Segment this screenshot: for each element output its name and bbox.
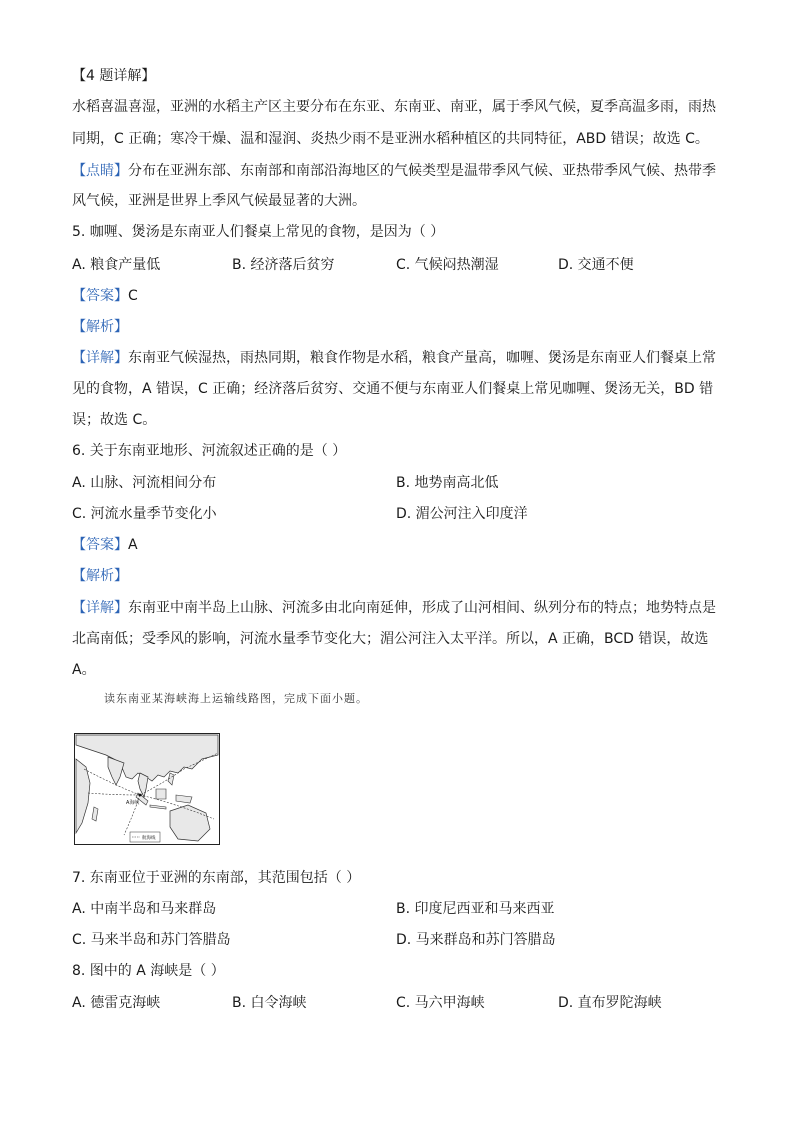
q6-analysis-label: 【解析】 — [72, 568, 128, 584]
q6-answer — [72, 535, 138, 555]
point-label: 【点睛】 — [72, 163, 128, 179]
map-intro: 读东南亚某海峡海上运输线路图，完成下面小题。 — [104, 692, 368, 705]
q5-option-c: C. 气候闷热潮湿 — [396, 257, 499, 273]
q6-detail-text-1: 东南亚中南半岛上山脉、河流多由北向南延伸，形成了山河相间、纵列分布的特点；地势特点是 — [128, 600, 716, 616]
detail-label: 【详解】 — [72, 350, 128, 366]
q5-answer — [72, 286, 138, 306]
q5-detail-line-2: 见的食物，A 错误，C 正确；经济落后贫穷、交通不便与东南亚人们餐桌上常见咖喱、煲汤无关，BD 错 — [72, 381, 714, 397]
q6-stem: 6. 关于东南亚地形、河流叙述正确的是（ ） — [72, 443, 347, 459]
shipping-route-map — [74, 733, 220, 845]
q8-option-d: D. 直布罗陀海峡 — [558, 995, 662, 1011]
q4-heading: 【4 题详解】 — [72, 68, 156, 84]
map-legend-text: 航海线 — [142, 835, 156, 840]
answer-label: 【答案】 — [72, 288, 128, 304]
strait-a-marker — [139, 794, 142, 797]
q5-stem: 5. 咖喱、煲汤是东南亚人们餐桌上常见的食物，是因为（ ） — [72, 224, 445, 240]
q5-option-d: D. 交通不便 — [558, 257, 634, 273]
q6-detail-line-3: A。 — [72, 662, 96, 678]
q4-text-line-1: 水稻喜温喜湿，亚洲的水稻主产区主要分布在东亚、东南亚、南亚，属于季风气候，夏季高温多雨，雨热 — [72, 99, 716, 115]
answer-value: A — [128, 537, 138, 553]
q7-option-a: A. 中南半岛和马来群岛 — [72, 901, 217, 917]
q6-detail-line-2: 北高南低；受季风的影响，河流水量季节变化大；湄公河注入太平洋。所以，A 正确，BCD 错误，故选 — [72, 631, 709, 647]
q5-option-a: A. 粮食产量低 — [72, 257, 161, 273]
q5-detail-text-1: 东南亚气候湿热，雨热同期，粮食作物是水稻，粮食产量高，咖喱、煲汤是东南亚人们餐桌上常 — [128, 350, 716, 366]
q5-analysis-label: 【解析】 — [72, 319, 128, 335]
answer-value: C — [128, 288, 138, 304]
q6-option-d: D. 湄公河注入印度洋 — [396, 506, 528, 522]
q4-point-line-2: 风气候，亚洲是世界上季风气候最显著的大洲。 — [72, 193, 366, 209]
q6-option-b: B. 地势南高北低 — [396, 475, 499, 491]
q4-text-line-2: 同期，C 正确；寒冷干燥、温和湿润、炎热少雨不是亚洲水稻种植区的共同特征，ABD 错误；故选 C。 — [72, 131, 709, 147]
q7-option-c: C. 马来半岛和苏门答腊岛 — [72, 932, 231, 948]
q5-detail-line-1 — [72, 348, 716, 368]
q6-detail-line-1 — [72, 598, 716, 618]
q4-point-line-1 — [72, 161, 716, 181]
q6-option-a: A. 山脉、河流相间分布 — [72, 475, 217, 491]
q7-stem: 7. 东南亚位于亚洲的东南部，其范围包括（ ） — [72, 870, 361, 886]
answer-label: 【答案】 — [72, 537, 128, 553]
q7-option-d: D. 马来群岛和苏门答腊岛 — [396, 932, 556, 948]
q4-point-text-1: 分布在亚洲东部、东南部和南部沿海地区的气候类型是温带季风气候、亚热带季风气候、热带季 — [128, 163, 716, 179]
q5-detail-line-3: 误；故选 C。 — [72, 412, 157, 428]
q8-option-a: A. 德雷克海峡 — [72, 995, 161, 1011]
q8-option-c: C. 马六甲海峡 — [396, 995, 485, 1011]
q8-option-b: B. 白令海峡 — [232, 995, 307, 1011]
q8-stem: 8. 图中的 A 海峡是（ ） — [72, 963, 225, 979]
borneo-island — [156, 789, 166, 799]
q6-option-c: C. 河流水量季节变化小 — [72, 506, 217, 522]
q7-option-b: B. 印度尼西亚和马来西亚 — [396, 901, 555, 917]
q5-option-b: B. 经济落后贫穷 — [232, 257, 335, 273]
detail-label: 【详解】 — [72, 600, 128, 616]
strait-a-label: A海峡 — [126, 800, 140, 806]
